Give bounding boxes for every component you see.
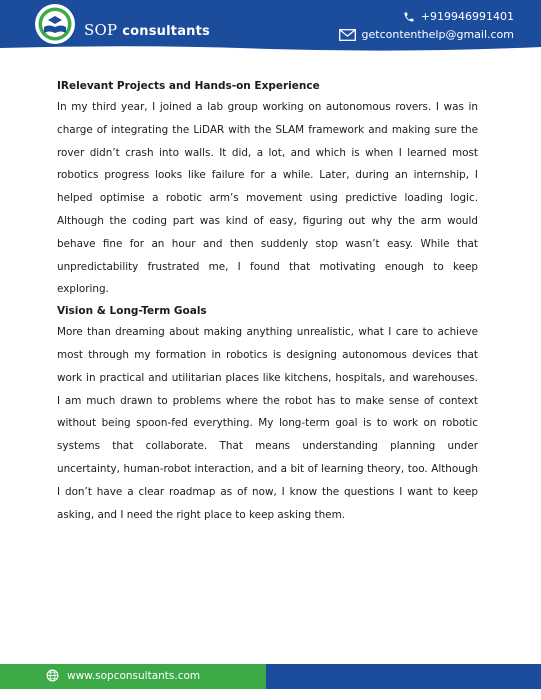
globe-icon — [46, 669, 59, 682]
header-wave-decoration — [0, 44, 541, 52]
footer-blue-band — [266, 664, 541, 689]
mail-icon — [339, 29, 356, 41]
email-contact[interactable] — [339, 28, 515, 41]
section-heading-projects: IRelevant Projects and Hands-on Experience — [57, 80, 320, 92]
document-body — [57, 76, 478, 526]
section-paragraph-projects: In my third year, I joined a lab group working on autonomous rovers. I was in charge of integrating the LiDAR with the SLAM framework and making sure the rover didn’t crash into walls. It did, a lot, and which is when I learned most robotics progress looks like failure for a while. Later, during an internship, I helped optimise a robotic arm’s movement using predictive loading logic. Although the coding part was kind of easy, figuring out why the arm would behave fine for an hour and then suddenly stop wasn’t easy. While that unpredictability frustrated me, I found that motivating enough to keep exploring. — [57, 101, 478, 296]
footer-green-band — [0, 664, 266, 689]
footer-website-url: www.sopconsultants.com — [67, 669, 201, 682]
page-footer — [0, 664, 541, 689]
email-address: getcontenthelp@gmail.com — [361, 28, 514, 41]
footer-website-link[interactable] — [46, 669, 200, 682]
book-emblem-icon — [34, 3, 76, 45]
page-header — [0, 0, 541, 52]
brand-name — [84, 21, 210, 39]
brand-part-sop: SOP — [84, 21, 118, 39]
phone-icon — [403, 11, 415, 23]
phone-number: +919946991401 — [420, 10, 514, 23]
section-heading-vision: Vision & Long-Term Goals — [57, 305, 207, 318]
section-paragraph-vision: More than dreaming about making anything unrealistic, what I care to achieve most through my formation in robotics is designing autonomous devices that work in practical and utilitarian places like kitchens, hospitals, and warehouses. I am much drawn to problems where the robot has to make sense of context without being spoon-fed everything. My long-term goal is to work on robotic systems that collaborate. That means understanding planning under uncertainty, human-robot interaction, and a bit of learning theory, too. Although I don’t have a clear roadmap as of now, I know the questions I want to keep asking, and I need the right place to keep asking them. — [57, 326, 478, 521]
phone-contact[interactable] — [403, 10, 514, 23]
brand-part-consultants: consultants — [122, 24, 210, 39]
